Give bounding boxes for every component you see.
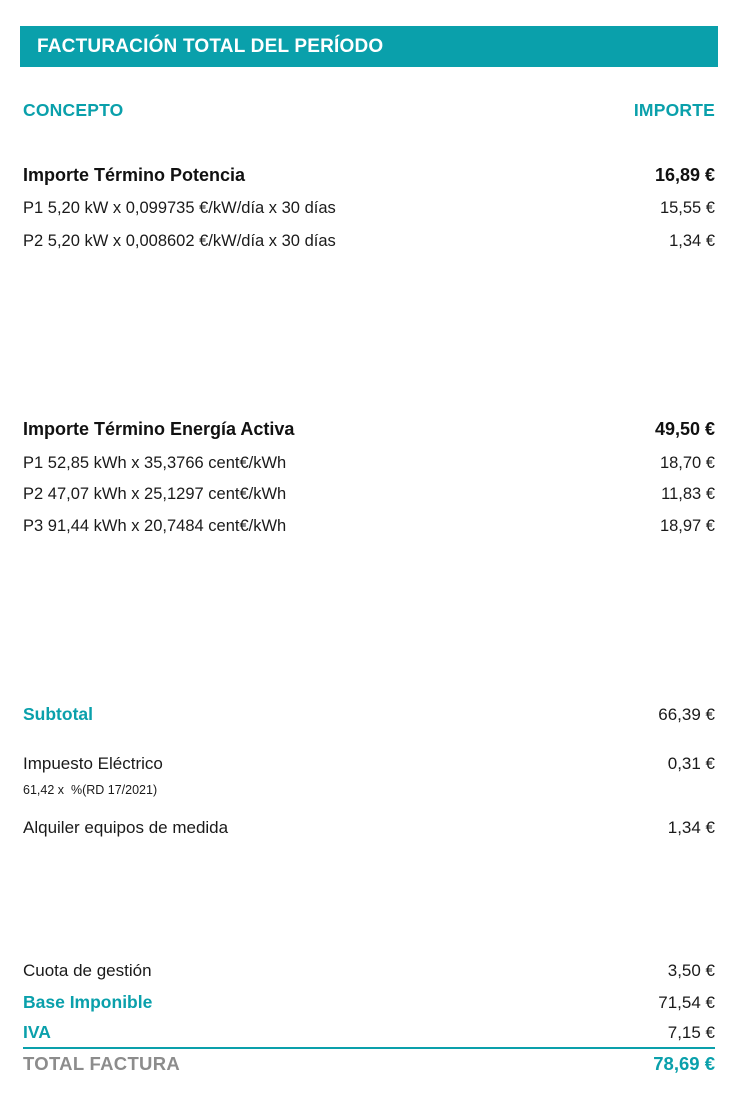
energy-term-p2-label: P2 47,07 kWh x 25,1297 cent€/kWh <box>23 485 287 503</box>
management-fee-label: Cuota de gestión <box>23 961 152 980</box>
subtotal-amount: 66,39 € <box>658 705 715 724</box>
energy-term-p1-label: P1 52,85 kWh x 35,3766 cent€/kWh <box>23 454 287 472</box>
total-invoice-label: TOTAL FACTURA <box>23 1053 181 1074</box>
power-term-p1-amount: 15,55 € <box>659 199 715 217</box>
energy-term-heading-label: Importe Término Energía Activa <box>23 419 295 439</box>
power-term-heading-amount: 16,89 € <box>654 165 715 185</box>
section-title: FACTURACIÓN TOTAL DEL PERÍODO <box>37 35 384 57</box>
column-header-concepto: CONCEPTO <box>23 100 124 120</box>
electric-tax-row <box>23 754 715 774</box>
meter-rental-amount: 1,34 € <box>667 818 715 837</box>
column-header-importe: IMPORTE <box>633 100 715 120</box>
total-divider <box>23 1047 715 1049</box>
table-row <box>23 232 715 251</box>
vat-label: IVA <box>23 1022 51 1042</box>
energy-term-heading-amount: 49,50 € <box>654 419 715 439</box>
electric-tax-amount: 0,31 € <box>667 754 715 773</box>
section-title-bar <box>20 26 718 67</box>
energy-term-heading-row <box>23 419 715 440</box>
total-invoice-amount: 78,69 € <box>653 1053 715 1074</box>
table-row <box>23 199 715 218</box>
vat-amount: 7,15 € <box>667 1023 715 1042</box>
power-term-p1-label: P1 5,20 kW x 0,099735 €/kW/día x 30 días <box>23 199 336 217</box>
electric-tax-note: 61,42 x %(RD 17/2021) <box>23 783 158 797</box>
total-invoice-row <box>23 1053 715 1075</box>
vat-row <box>23 1022 715 1043</box>
meter-rental-label: Alquiler equipos de medida <box>23 818 229 837</box>
power-term-p2-label: P2 5,20 kW x 0,008602 €/kW/día x 30 días <box>23 232 336 250</box>
power-term-heading-row <box>23 165 715 186</box>
energy-term-p1-amount: 18,70 € <box>659 454 715 472</box>
table-row <box>23 454 715 473</box>
energy-term-p3-amount: 18,97 € <box>659 517 715 535</box>
taxable-base-amount: 71,54 € <box>658 993 715 1012</box>
power-term-heading-label: Importe Término Potencia <box>23 165 246 185</box>
subtotal-row <box>23 704 715 725</box>
subtotal-label: Subtotal <box>23 704 93 724</box>
table-row <box>23 485 715 504</box>
energy-term-p2-amount: 11,83 € <box>661 485 715 503</box>
management-fee-row <box>23 961 715 981</box>
table-row <box>23 517 715 536</box>
energy-term-p3-label: P3 91,44 kWh x 20,7484 cent€/kWh <box>23 517 287 535</box>
electric-tax-label: Impuesto Eléctrico <box>23 754 163 773</box>
taxable-base-row <box>23 992 715 1013</box>
taxable-base-label: Base Imponible <box>23 992 153 1012</box>
power-term-p2-amount: 1,34 € <box>669 232 715 250</box>
meter-rental-row <box>23 818 715 838</box>
management-fee-amount: 3,50 € <box>667 961 715 980</box>
